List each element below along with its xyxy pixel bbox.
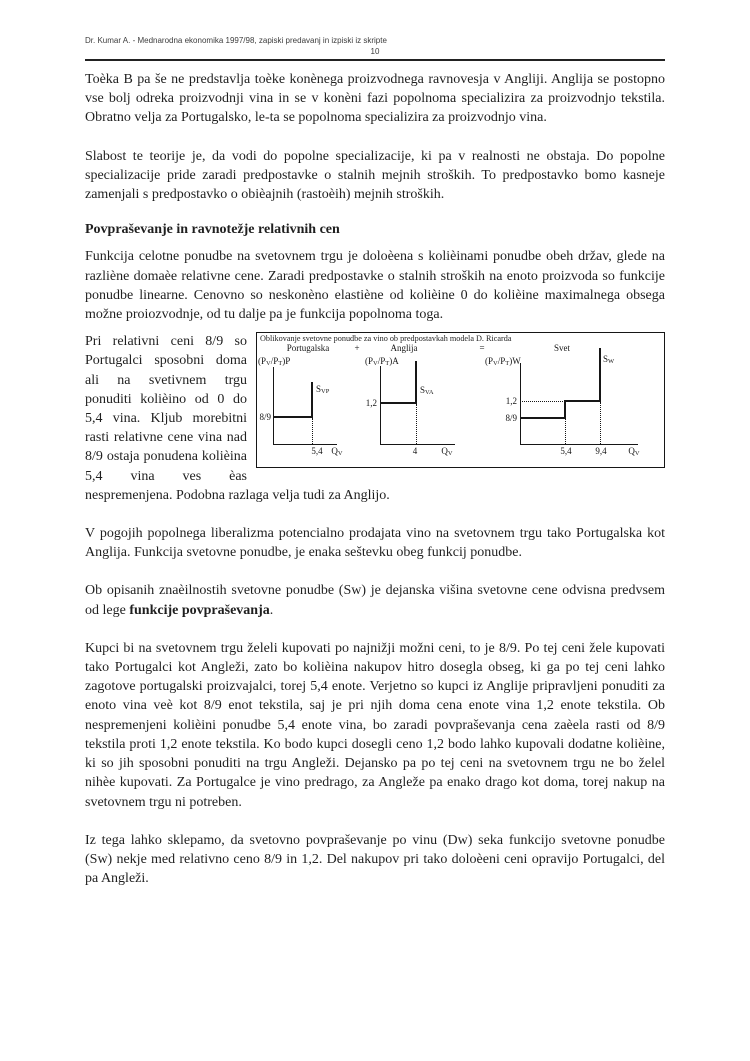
figure-header-portugalska: Portugalska [286, 343, 330, 354]
p3-x-tick-label-1: 5,4 [560, 446, 572, 457]
p3-supply-upper-horizontal-segment [564, 400, 601, 402]
page-content [85, 0, 665, 888]
y-axis-label-anglija: (PV/PT)A [365, 356, 399, 368]
p2-x-tick-label: 4 [412, 446, 418, 457]
paragraph-6-period: . [269, 602, 274, 618]
paragraph-6-bold-text: funkcije povpraševanja [129, 602, 270, 618]
p3-y-axis-line [520, 363, 521, 444]
paragraph-3: Funkcija celotne ponudbe na svetovnem trgu je doloèena s kolièinami ponudbe obeh držav, glede na razliène domaèe relativne cene. Zaradi predpostavke o stalnih stroških na enoto proizvoda so funkcije ponudbe linearne. Cenovno so neskonèno elastiène od kolièine 0 do kolièine maximalnega obsega možne proiozvodnje, od tu dalje pa je funkcija popolnoma toga. [85, 249, 665, 323]
p1-y-tick-label: 8/9 [259, 412, 271, 423]
paragraph-5: V pogojih popolnega liberalizma potencialno prodajata vino na svetovnem trgu tako Portugalska kot Anglija. Funkcija svetovne ponudbe, je enaka seštevku obeg funkcij ponudbe. [85, 526, 665, 561]
page-number: 10 [370, 47, 380, 56]
p2-y-tick-label: 1,2 [365, 398, 377, 409]
paragraph-4-text: Pri relativni ceni 8/9 so Portugalci sposobni doma ali na svetivnem trgu ponuditi kolièino od 0 do 5,4 vina. Kljub morebitni rasti relativne cene vina nad 8/9 ostaja ponudena kolièina 5,4 vina ves èas nespremenjena. Podobna razlaga velja tudi za Anglijo. [85, 334, 390, 503]
p2-x-axis-line [380, 444, 455, 445]
p1-y-axis-line [273, 367, 274, 444]
p2-supply-vertical-segment [415, 361, 417, 402]
p3-dotted-price-guide [520, 401, 565, 402]
p3-supply-vertical-segment [599, 348, 601, 400]
p2-supply-horizontal-segment [380, 402, 417, 404]
p3-dotted-drop-line-54 [565, 419, 566, 444]
plus-sign: + [354, 343, 360, 354]
p1-dotted-drop-line [312, 418, 313, 444]
p2-curve-label-sva: SVA [420, 385, 434, 397]
p1-curve-label-svp: SVP [316, 384, 330, 396]
p1-x-axis-line [273, 444, 337, 445]
paragraph-6-text: Ob opisanih znaèilnostih svetovne ponudbe (Sw) je dejanska višina svetovne cene odvisna predvsem od lege [85, 583, 665, 618]
p1-supply-horizontal-segment [273, 416, 313, 418]
p2-x-axis-label-qv: QV [441, 446, 453, 458]
p3-y-tick-label-bottom: 8/9 [505, 413, 517, 424]
y-axis-label-portugalska: (PV/PT)P [258, 356, 291, 368]
p3-supply-step-vertical-segment [564, 401, 566, 417]
paragraph-6 [85, 581, 665, 619]
paragraph-1: Toèka B pa še ne predstavlja toèke konènega proizvodnega ravnovesja v Angliji. Anglija se postopno vse bolj odreka proizvodnji vina in se v konèni fazi popolnoma specializira za proizvodnjo tekstila. Obratno velja za Portugalsko, le-ta se popolnoma specializira za proizvodnjo vina. [85, 72, 665, 126]
header-rule [85, 59, 665, 61]
figure-header-anglija: Anglija [390, 343, 418, 354]
page-header [85, 0, 665, 61]
p3-x-axis-label-qv: QV [628, 446, 640, 458]
p3-x-axis-line [520, 444, 638, 445]
figure-title: Oblikovanje svetovne ponudbe za vino ob predpostavkah modela D. Ricarda [260, 334, 512, 344]
p3-x-tick-label-2: 9,4 [595, 446, 607, 457]
p3-supply-lower-horizontal-segment [520, 417, 566, 419]
equals-sign: = [479, 343, 485, 354]
p3-y-tick-label-top: 1,2 [505, 396, 517, 407]
p1-x-tick-label: 5,4 [311, 446, 323, 457]
p1-x-axis-label-qv: QV [331, 446, 343, 458]
figure-header-svet: Svet [553, 343, 571, 354]
p2-dotted-drop-line [416, 404, 417, 444]
paragraph-4-with-figure [85, 332, 665, 505]
paragraph-8: Iz tega lahko sklepamo, da svetovno povpraševanje po vinu (Dw) seka funkcijo svetovne ponudbe (Sw) nekje med relativno ceno 8/9 in 1,2. Del nakupov pri tako doloèeni ceni opravijo Portugalci, del pa Angleži. [85, 832, 665, 887]
p2-y-axis-line [380, 366, 381, 444]
y-axis-label-svet: (PV/PT)W [485, 356, 521, 368]
paragraph-2: Slabost te teorije je, da vodi do popolne specializacije, ki pa v realnosti ne obstaja. Do popolne specializacije pride zaradi predpostavke o stalnih mejnih stroških. To predpostavko bomo kasneje zamenjali s predpostavko o obièajnih (rastoèih) mejnih stroških. [85, 148, 665, 203]
world-supply-curve-label: SW [603, 354, 615, 366]
paragraph-7: Kupci bi na svetovnem trgu želeli kupovati po najnižji možni ceni, to je 8/9. Po tej ceni žele kupovati tako Portugalci kot Angleži, zato bo kolièina nakupov hitro dosegla obseg, ki ga po tej ceni lahko zagotove portugalski proizvajalci, torej 5,4 enote. Verjetno so kupci iz Anglije pripravljeni ponuditi za enoto vina veè kot 8/9 enot tekstila, saj je pri njih doma cena enote vina 1,2 enote tekstila. Ob nespremenjeni kolièini ponudbe 5,4 enote vina, bo zaradi povpraševanja cena zaèela rasti od 8/9 tekstila proti 1,2 enote tekstila. Ko bodo kupci dosegli ceno 1,2 bodo lahko kupovali dodatne kolièine, ki so jih sposobni ponuditi na trgu Angleži. Dejansko pa po tej ceni na svetovnem trgu ne bo želel nihèe kupovati. Za Portugalce je vino predrago, za Angleže pa enako drago kot doma, torej nakup na svetovnem trgu ni potreben. [85, 640, 665, 810]
p3-dotted-drop-line-94 [600, 402, 601, 444]
section-heading: Povpraševanje in ravnotežje relativnih cen [85, 222, 340, 238]
header-title: Dr. Kumar A. - Mednarodna ekonomika 1997/98, zapiski predavanj in izpiski iz skripte [85, 36, 387, 45]
p1-supply-vertical-segment [311, 382, 313, 418]
supply-figure [256, 332, 665, 468]
